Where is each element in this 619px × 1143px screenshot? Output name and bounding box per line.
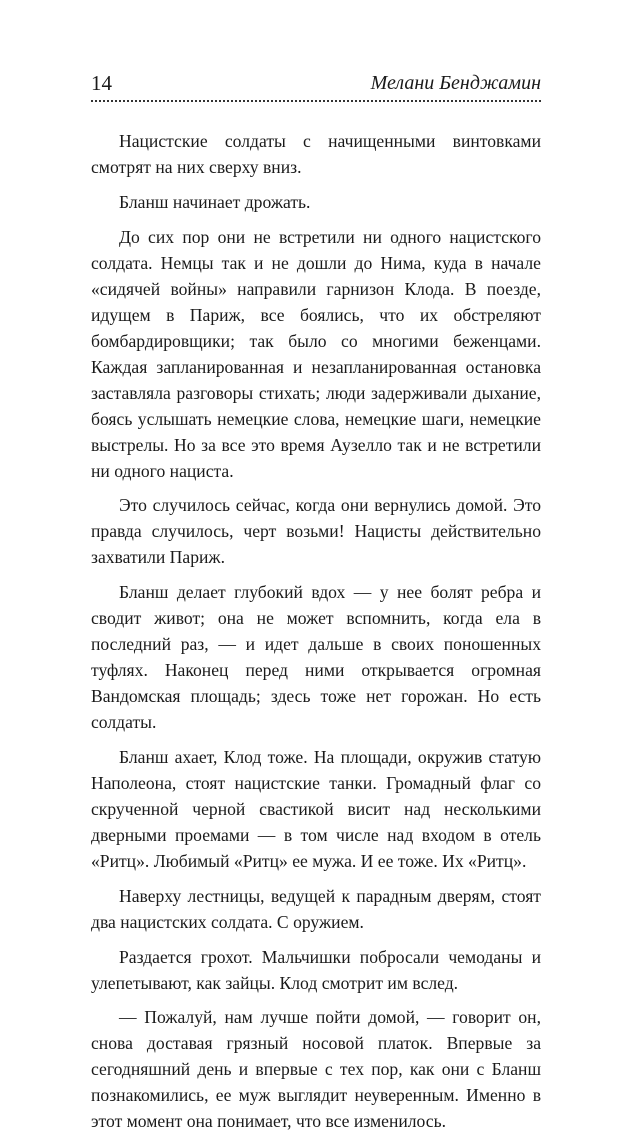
paragraph: — Пожалуй, нам лучше пойти домой, — говорит он, снова доставая грязный носовой платок. Впервые за сегодняшний день и впервые с тех пор, как они с Бланш познакомились, ее муж выглядит неуверенным. Именно в этот момент она понимает, что все изменилось. [91,1007,541,1132]
page-number: 14 [91,71,112,95]
page-header [91,70,541,102]
running-title: Мелани Бенджамин [370,72,541,94]
paragraph: Нацистские солдаты с начищенными винтовками смотрят на них сверху вниз. [91,131,541,177]
paragraph: Раздается грохот. Мальчишки побросали чемоданы и улепетывают, как зайцы. Клод смотрит им вслед. [91,946,541,993]
paragraph: Наверху лестницы, ведущей к парадным дверям, стоят два нацистских солдата. С оружием. [91,885,541,932]
body-text [91,128,541,1143]
paragraph: Это случилось сейчас, когда они вернулись домой. Это правда случилось, черт возьми! Нацисты действительно захватили Париж. [91,495,541,568]
paragraph: Бланш начинает дрожать. [119,191,311,212]
paragraph: До сих пор они не встретили ни одного нацистского солдата. Немцы так и не дошли до Нима, куда в начале «сидячей войны» направили гарнизон Клода. В поезде, идущем в Париж, все боялись, что их обстреляют бомбардировщики; так было со многими беженцами. Каждая запланированная и незапланированная остановка заставляла разговоры стихать; люди задерживали дыхание, боясь услышать немецкие слова, немецкие шаги, немецкие выстрелы. Но за все это время Аузелло так и не встретили ни одного нациста. [91,226,541,481]
paragraph: Бланш делает глубокий вдох — у нее болят ребра и сводит живот; она не может вспомнить, когда ела в последний раз, — и идет дальше в своих поношенных туфлях. Наконец перед ними открывается огромная Вандомская площадь; здесь тоже нет горожан. Но есть солдаты. [91,582,541,733]
header-dotted-rule [91,100,541,102]
paragraph: Бланш ахает, Клод тоже. На площади, окружив статую Наполеона, стоят нацистские танки. Громадный флаг со скрученной черной свастикой висит над несколькими дверными проемами — в том числе над входом в отель «Ритц». Любимый «Ритц» ее мужа. И ее тоже. Их «Ритц». [91,746,541,871]
